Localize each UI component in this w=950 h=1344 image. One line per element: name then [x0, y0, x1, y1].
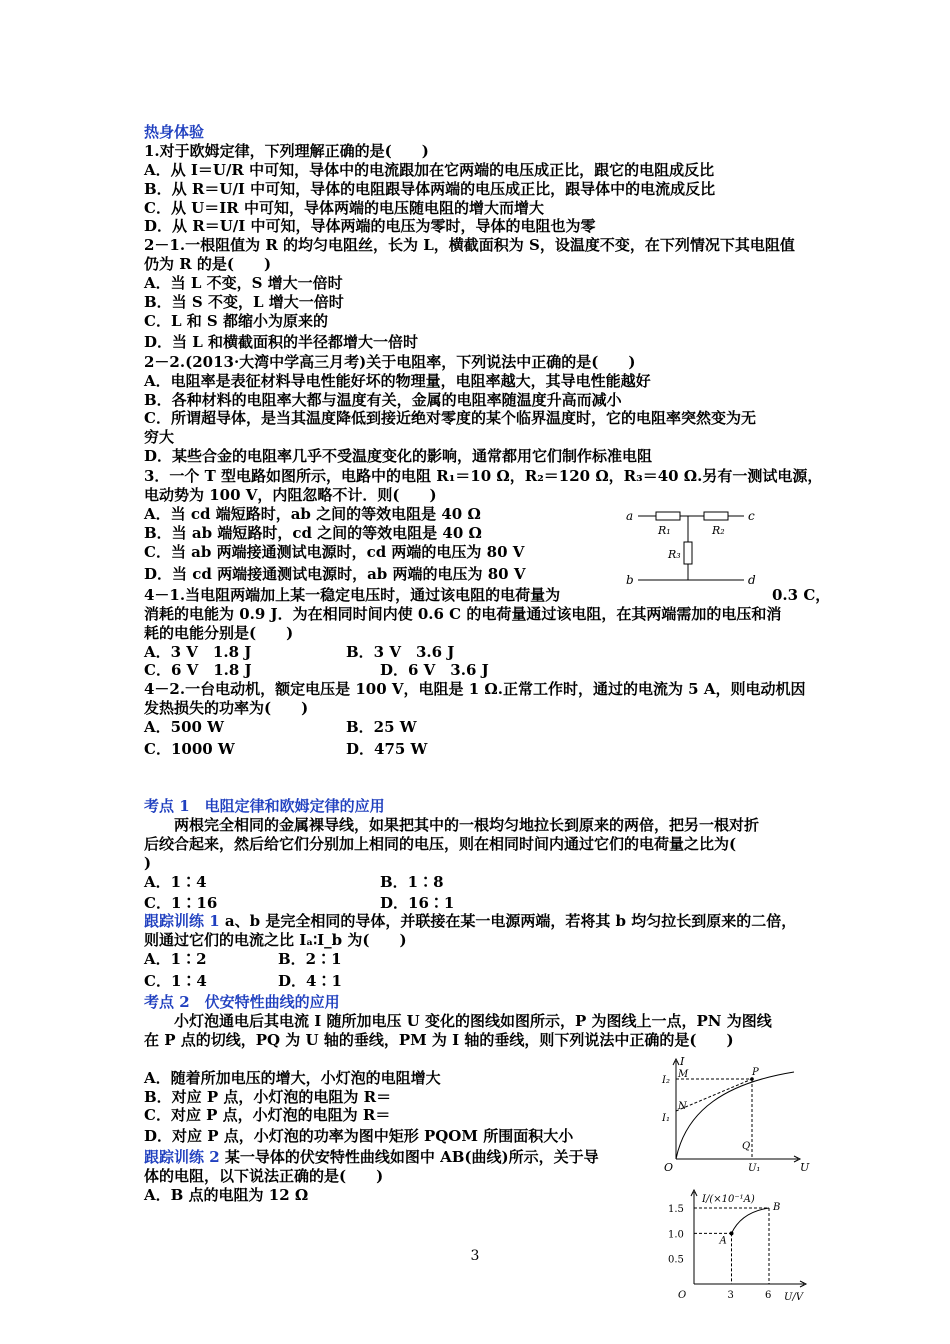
line-q1: 1.对于欧姆定律，下列理解正确的是( ) [144, 142, 429, 160]
line-kd1q: 两根完全相同的金属裸导线，如果把其中的一根均匀地拉长到原来的两倍，把另一根对折 [144, 816, 760, 834]
label-u1: U₁ [748, 1163, 761, 1174]
node-c: c [748, 509, 755, 523]
gz1-option-d: D．4∶1 [278, 972, 342, 990]
line-q22A: A．电阻率是表征材料导电性能好坏的物理量，电阻率越大，其导电性能越好 [144, 372, 651, 390]
line-kd1A: A．1∶4 [144, 873, 207, 891]
node-d: d [748, 573, 756, 587]
line-q41c: 耗的电能分别是( ) [144, 624, 294, 642]
origin-o: O [664, 1161, 674, 1174]
gz2-label: 跟踪训练 2 [144, 1148, 220, 1166]
line-q22C: C．所谓超导体，是当其温度降低到接近绝对零度的某个临界温度时，它的电阻率突然变为无 [144, 409, 756, 427]
label-n: N [678, 1101, 687, 1112]
gz2-question [144, 1148, 599, 1167]
gz1-question [144, 912, 796, 931]
chart-xlabel: U/V [784, 1292, 804, 1303]
chart-origin: O [678, 1290, 687, 1301]
point-a-label: A [719, 1235, 727, 1247]
line-q21C: C．L 和 S 都缩小为原来的 [144, 312, 328, 330]
line-q3B: B．当 ab 端短路时，cd 之间的等效电阻是 40 Ω [144, 524, 482, 542]
line-kd2B: B．对应 P 点，小灯泡的电阻为 R＝ [144, 1088, 392, 1106]
line-q1d: D．从 R＝U/I 中可知，导体两端的电压为零时，导体的电阻也为零 [144, 217, 596, 235]
y-tick-label: 1.0 [668, 1229, 684, 1241]
q42-option-d: D．475 W [346, 740, 428, 758]
q41-option-d: D．6 V 3.6 J [380, 661, 489, 679]
line-gz1C: C．1∶4 [144, 972, 207, 990]
line-q3D: D．当 cd 两端接通测试电源时，ab 两端的电压为 80 V [144, 565, 526, 583]
x-tick-label: 3 [727, 1290, 734, 1301]
line-kd2C: C．对应 P 点，小灯泡的电阻为 R＝ [144, 1106, 391, 1124]
line-q21A: A．当 L 不变，S 增大一倍时 [144, 274, 343, 292]
line-q22C2: 穷大 [144, 428, 175, 446]
line-q42A: A．500 W [144, 718, 225, 736]
t-circuit-diagram [620, 500, 770, 590]
line-q3C: C．当 ab 两端接通测试电源时，cd 两端的电压为 80 V [144, 543, 525, 561]
line-h1: 热身体验 [144, 123, 205, 141]
line-q3: 3．一个 T 型电路如图所示，电路中的电阻 R₁＝10 Ω，R₂＝120 Ω，R₃＝40 Ω.另有一测试电源， [144, 467, 823, 485]
line-q42b: 发热损失的功率为( ) [144, 699, 309, 717]
node-a: a [626, 509, 634, 523]
y-tick-label: 0.5 [668, 1254, 684, 1266]
line-q21B: B．当 S 不变，L 增大一倍时 [144, 293, 344, 311]
line-q21D: D．当 L 和横截面积的半径都增大一倍时 [144, 333, 419, 351]
line-q42C: C．1000 W [144, 740, 235, 758]
line-kd1C: C．1∶16 [144, 894, 218, 912]
line-q21b: 仍为 R 的是( ) [144, 255, 272, 273]
chart-ylabel: I/(×10⁻¹A) [702, 1194, 755, 1205]
page-number: 3 [470, 1248, 480, 1264]
line-gz1b: 则通过它们的电流之比 Iₐ∶I_b 为( ) [144, 931, 407, 949]
line-kd1: 考点 1 电阻定律和欧姆定律的应用 [144, 797, 385, 815]
gz1-text: a、b 是完全相同的导体，并联接在某一电源两端，若将其 b 均匀拉长到原来的二倍， [219, 912, 797, 930]
line-q42: 4－2.一台电动机，额定电压是 100 V，电阻是 1 Ω.正常工作时，通过的电流为 5 A，则电动机因 [144, 680, 806, 698]
ab-iu-chart [664, 1188, 814, 1306]
line-kd2A: A．随着所加电压的增大，小灯泡的电阻增大 [144, 1069, 441, 1087]
kd1-option-d: D．16∶1 [380, 894, 455, 912]
gz1-label: 跟踪训练 1 [144, 912, 220, 930]
label-m: M [678, 1069, 689, 1080]
line-q41b: 消耗的电能为 0.9 J．为在相同时间内使 0.6 C 的电荷量通过该电阻，在其两端需加的电压和消 [144, 605, 782, 623]
label-r1: R₁ [658, 524, 671, 537]
line-q1a: A．从 I＝U/R 中可知，导体中的电流跟加在它两端的电压成正比，跟它的电阻成反比 [144, 161, 715, 179]
label-p: P [752, 1067, 759, 1078]
gz2-text: 某一导体的伏安特性曲线如图中 AB(曲线)所示，关于导 [219, 1148, 599, 1166]
q41-option-b: B．3 V 3.6 J [346, 643, 455, 661]
line-q1b: B．从 R＝U/I 中可知，导体的电阻跟导体两端的电压成正比，跟导体中的电流成反比 [144, 180, 716, 198]
line-gz1A: A．1∶2 [144, 950, 207, 968]
line-q1c: C．从 U＝IR 中可知，导体两端的电压随电阻的增大而增大 [144, 199, 544, 217]
node-b: b [626, 573, 634, 587]
axis-u: U [800, 1161, 810, 1174]
line-kd2D: D．对应 P 点，小灯泡的功率为图中矩形 PQOM 所围面积大小 [144, 1127, 574, 1145]
line-kd1q3: ) [144, 854, 152, 872]
line-q41AB1: A．3 V 1.8 J [144, 643, 252, 661]
line-gz2b: 体的电阻，以下说法正确的是( ) [144, 1167, 384, 1185]
label-q: Q [742, 1141, 751, 1152]
line-q21: 2－1.一根阻值为 R 的均匀电阻丝，长为 L，横截面积为 S，设温度不变，在下列情况下其电阻值 [144, 236, 795, 254]
point-a [730, 1231, 734, 1235]
line-q22: 2－2.(2013·大湾中学高三月考)关于电阻率，下列说法中正确的是( ) [144, 353, 636, 371]
label-i2: I₂ [662, 1075, 670, 1086]
line-q41CD1: C．6 V 1.8 J [144, 661, 252, 679]
line-kd2q: 小灯泡通电后其电流 I 随所加电压 U 变化的图线如图所示，P 为图线上一点，PN 为图线 [144, 1012, 772, 1030]
label-i1: I₁ [662, 1113, 670, 1124]
label-r3: R₃ [668, 548, 681, 561]
line-q22B: B．各种材料的电阻率大都与温度有关，金属的电阻率随温度升高而减小 [144, 391, 622, 409]
iu-curve-diagram [656, 1055, 810, 1175]
line-q3A: A．当 cd 端短路时，ab 之间的等效电阻是 40 Ω [144, 505, 481, 523]
kd1-option-b: B．1∶8 [380, 873, 444, 891]
line-kd2q2: 在 P 点的切线，PQ 为 U 轴的垂线，PM 为 I 轴的垂线，则下列说法中正确的是( ) [144, 1031, 734, 1049]
line-q3b: 电动势为 100 V，内阻忽略不计．则( ) [144, 486, 437, 504]
x-tick-label: 6 [765, 1290, 772, 1301]
gz1-option-b: B．2∶1 [278, 950, 342, 968]
line-gz2A: A．B 点的电阻为 12 Ω [144, 1186, 309, 1204]
q42-option-b: B．25 W [346, 718, 417, 736]
line-q22D: D．某些合金的电阻率几乎不受温度变化的影响，通常都用它们制作标准电阻 [144, 447, 653, 465]
label-r2: R₂ [712, 524, 725, 537]
line-q41: 4－1.当电阻两端加上某一稳定电压时，通过该电阻的电荷量为 [144, 586, 561, 604]
curve-ab [732, 1208, 770, 1233]
line-kd2: 考点 2 伏安特性曲线的应用 [144, 993, 340, 1011]
y-tick-label: 1.5 [668, 1204, 684, 1215]
point-b-label: B [773, 1202, 781, 1213]
q41-charge: 0.3 C， [772, 586, 831, 604]
axis-i: I [680, 1055, 685, 1068]
line-kd1q2: 后绞合起来，然后给它们分别加上相同的电压，则在相同时间内通过它们的电荷量之比为( [144, 835, 737, 853]
